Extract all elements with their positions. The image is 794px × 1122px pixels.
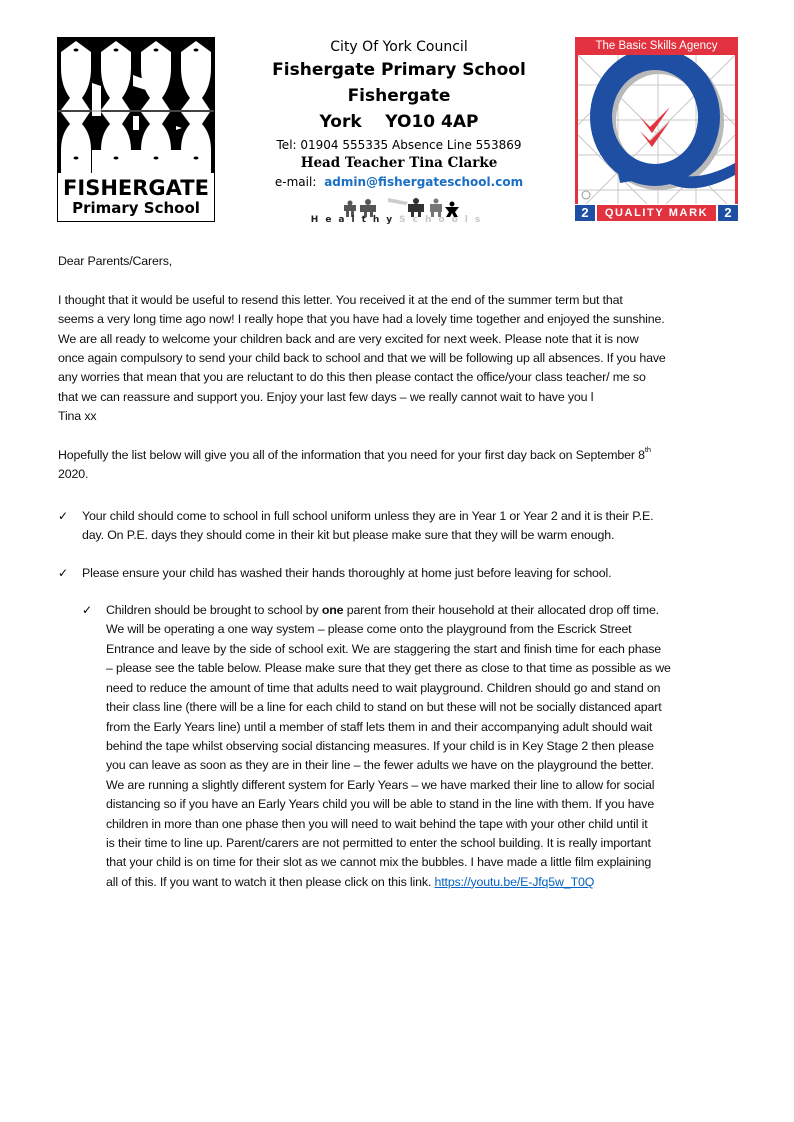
intro-paragraph (58, 291, 748, 427)
salutation: Dear Parents/Carers, (58, 254, 173, 268)
youtube-video-link[interactable]: https://youtu.be/E-Jfq5w_T0Q (434, 874, 595, 889)
school-area: Fishergate (347, 86, 451, 106)
list-item-uniform (58, 507, 748, 546)
quality-mark-number-left: 2 (575, 205, 595, 221)
item-line: children in more than one phase then you will need to wait behind the tape with your other child until it (106, 816, 648, 831)
basic-skills-agency-banner: The Basic Skills Agency (575, 37, 738, 55)
ordinal-suffix: th (644, 444, 651, 454)
intro-line: any worries that mean that you are reluctant to do this then please contact the office/your class teacher/ me so (58, 370, 646, 385)
text-span: all of this. If you want to watch it then please click on this link. (106, 874, 435, 889)
logo-line-1: FISHERGATE (63, 176, 209, 200)
item-line: Entrance and leave by the side of school exit. We are staggering the start and finish time for each phase (106, 641, 662, 656)
school-name: Fishergate Primary School (272, 60, 526, 80)
bold-word: one (321, 603, 344, 618)
item-line: day. On P.E. days they should come in their kit but please make sure that they will be warm enough. (82, 528, 615, 543)
fishergate-school-logo (57, 37, 215, 222)
intro-line: that we can reassure and support you. Enjoy your last few days – we really cannot wait to have you l (58, 389, 594, 404)
list-item-handwashing (58, 564, 748, 583)
item-line: you can leave as soon as they are in their line – the fewer adults we have on the playground the better. (106, 758, 654, 773)
intro-line: We are all ready to welcome your children back and are very excited for next week. Please note that it is now (58, 331, 639, 346)
quality-mark-logo (575, 37, 738, 222)
quality-q-emblem (575, 55, 738, 204)
quality-mark-number-right: 2 (718, 205, 738, 221)
intro-line: I thought that it would be useful to resend this letter. You received it at the end of the summer term but that (58, 292, 623, 307)
telephone-line: Tel: 01904 555335 Absence Line 553869 (276, 138, 522, 152)
email-label: e-mail: (274, 175, 317, 189)
item-line (106, 873, 748, 892)
list-intro-text: Hopefully the list below will give you all of the information that you need for your first day back on September 8 (58, 448, 645, 463)
quality-mark-banner (575, 205, 738, 221)
item-line: need to reduce the amount of time that adults need to wait playground. Children should go and stand on (106, 680, 661, 695)
item-line: Please ensure your child has washed their hands thoroughly at home just before leaving for school. (82, 565, 612, 580)
item-line: behind the tape whilst observing social distancing measures. If your child is in Key Stage 2 then please (106, 738, 654, 753)
item-line: We are running a slightly different system for Early Years – we have marked their line to allow for social (106, 777, 655, 792)
intro-line: once again compulsory to send your child back to school and that we will be following up all absences. If you have (58, 351, 666, 366)
logo-school-name (58, 174, 214, 221)
item-line: – please see the table below. Please make sure that they get there as close to that time as possible as we (106, 661, 671, 676)
item-line: their class line (there will be a line for each child to stand on but these will not be socially distanced apart (106, 700, 662, 715)
schools-word: Schools (399, 215, 488, 225)
quality-mark-label: QUALITY MARK (597, 205, 716, 221)
checkmark-icon: ✓ (82, 603, 92, 618)
item-line: that your child is on time for their slot as we cannot mix the bubbles. I have made a little film explaining (106, 855, 652, 870)
list-intro-year: 2020. (58, 467, 89, 482)
list-item-drop-off (58, 601, 748, 892)
fish-pattern-icon (58, 38, 214, 173)
item-line (106, 601, 748, 620)
healthy-word: Healthy (310, 215, 400, 225)
school-city-postcode: York YO10 4AP (319, 112, 479, 132)
item-line: Your child should come to school in full school uniform unless they are in Year 1 or Year 2 and it is their P.E. (82, 508, 654, 523)
item-line: distancing so if you have an Early Years child you will be able to stand in the line with them. If you have (106, 797, 655, 812)
council-name: City Of York Council (330, 39, 468, 55)
intro-line: seems a very long time ago now! I really hope that you have had a lovely time together and enjoyed the sunshine. (58, 312, 665, 327)
healthy-schools-logo (288, 196, 510, 226)
checkmark-icon: ✓ (58, 508, 68, 523)
signoff: Tina xx (58, 409, 97, 424)
logo-line-2: Primary School (72, 199, 200, 217)
checkmark-icon: ✓ (58, 565, 68, 580)
healthy-schools-text (288, 215, 510, 225)
text-span: Children should be brought to school by (106, 603, 322, 618)
item-line: is their time to line up. Parent/carers are not permitted to enter the school building. It is really important (106, 835, 651, 850)
item-line: from the Early Years line) until a member of staff lets them in and their accompanying adult should wait (106, 719, 653, 734)
letter-body (58, 252, 748, 892)
email-line (258, 173, 540, 191)
head-teacher: Head Teacher Tina Clarke (300, 155, 498, 171)
email-address[interactable]: admin@fishergateschool.com (324, 175, 524, 189)
list-intro (58, 446, 748, 485)
item-line: We will be operating a one way system – please come onto the playground from the Escrick Street (106, 622, 632, 637)
text-span: parent from their household at their allocated drop off time. (343, 603, 659, 618)
letterhead (258, 38, 540, 191)
